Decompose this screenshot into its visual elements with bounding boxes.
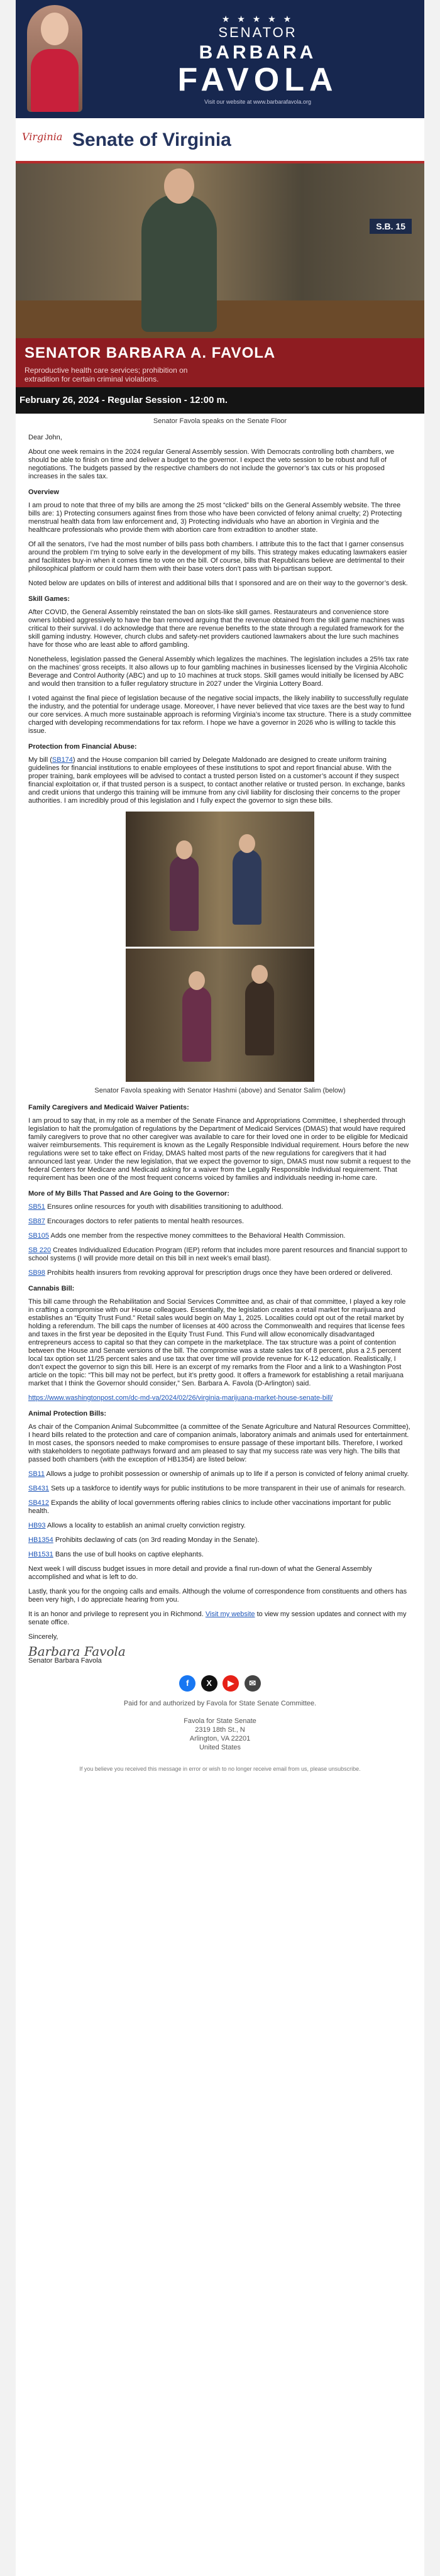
bill-item: HB1531 Bans the use of bull hooks on captive elephants. bbox=[28, 1551, 204, 1558]
closing-paragraph: Next week I will discuss budget issues in more detail and provide a final run-down of what the General Assembly accomplished and what is left to do. bbox=[28, 1565, 372, 1581]
footer-city: Arlington, VA 22201 bbox=[189, 1735, 251, 1742]
lower-third-name: SENATOR BARBARA A. FAVOLA bbox=[25, 344, 276, 361]
bill-link[interactable]: SB 220 bbox=[28, 1247, 52, 1254]
bill-link-sb174[interactable]: SB174 bbox=[52, 756, 73, 764]
washington-post-link-row bbox=[28, 1394, 412, 1402]
bill-item: HB1354 Prohibits declawing of cats (on 3rd reading Monday in the Senate). bbox=[28, 1536, 260, 1544]
financial-abuse-heading: Protection from Financial Abuse: bbox=[28, 743, 137, 751]
email-page bbox=[16, 0, 424, 2576]
bill-item: SB 220 Creates Individualized Education Program (IEP) reform that includes more parent resources and financial support to school systems (I will provide more detail on this bill in next week’s email blast). bbox=[28, 1247, 407, 1262]
stars-decoration: ★ ★ ★ ★ ★ bbox=[221, 14, 294, 24]
caregivers-paragraph: I am proud to say that, in my role as a member of the Senate Finance and Appropriations Committee, I shepherded through legislation to halt the promulgation of regulations by the Department of Medicaid Services (DMAS) that would have required family caregivers to prove that no other caregiver was available to care for their loved one in order to be eligible for Medicaid waiver reimbursements. This requirement is known as the Legally Responsible Individual requirement. Hours before the new regulations were set to take effect on Friday, DMAS halted most parts of the new regulations for caregivers that it had announced last year. Under the new legislation, that we expect the governor to sign, DMAS must now submit a request to the federal Centers for Medicare and Medicaid asking for a waiver from the Legally Responsible Individual requirement. That requirement has been one of the most frequent concerns voiced by families and individuals needing in-home care. bbox=[28, 1117, 411, 1182]
closing-paragraph: Lastly, thank you for the ongoing calls and emails. Although the volume of correspondence from constituents and others has been very high, I do appreciate hearing from you. bbox=[28, 1588, 407, 1604]
seat-sign: S.B. 15 bbox=[370, 219, 412, 234]
bill-item: SB431 Sets up a taskforce to identify ways for public institutions to be more transparent in their use of animals for research. bbox=[28, 1485, 406, 1492]
paid-for-notice: Paid for and authorized by Favola for State Senate Committee. bbox=[123, 1700, 317, 1707]
bill-link[interactable]: SB11 bbox=[28, 1470, 45, 1478]
sign-off: Sincerely, bbox=[28, 1633, 58, 1641]
bill-link[interactable]: SB98 bbox=[28, 1269, 45, 1277]
animal-protection-heading: Animal Protection Bills: bbox=[28, 1410, 107, 1417]
signature: Barbara Favola bbox=[28, 1644, 126, 1659]
facebook-icon[interactable]: f bbox=[179, 1675, 195, 1692]
senator-figure bbox=[141, 194, 217, 332]
social-links bbox=[16, 1675, 424, 1692]
banner-line-1: SENATOR bbox=[218, 25, 297, 40]
banner-url[interactable]: Visit our website at www.barbarafavola.org bbox=[204, 99, 311, 105]
senate-desk bbox=[16, 300, 424, 338]
sender-name: Senator Barbara Favola bbox=[28, 1657, 102, 1665]
overview-paragraph: I am proud to note that three of my bills are among the 25 most “clicked” bills on the General Assembly website. The three bills are: 1) Protecting consumers against fines from those who have been convicted of felony animal cruelty; 2) Protecting menstrual health data from law enforcement and, 3) Protecting individuals who have an abortion in Virginia and the healthcare professionals who provide them with abortion care from extradition to another state. bbox=[28, 502, 402, 534]
hero-photo bbox=[16, 124, 424, 414]
more-bills-heading: More of My Bills That Passed and Are Going to the Governor: bbox=[28, 1190, 229, 1197]
skill-games-heading: Skill Games: bbox=[28, 595, 70, 603]
email-icon[interactable]: ✉ bbox=[245, 1675, 261, 1692]
bill-item: SB412 Expands the ability of local governments offering rabies clinics to include other vaccinations important for public health. bbox=[28, 1499, 392, 1515]
lower-third-subtitle: Reproductive health care services; prohibition on extradition for certain criminal violations. bbox=[25, 366, 188, 383]
bill-item: SB11 Allows a judge to prohibit possession or ownership of animals up to life if a person is convicted of felony animal cruelty. bbox=[28, 1470, 409, 1478]
footer bbox=[16, 1699, 424, 1773]
cannabis-heading: Cannabis Bill: bbox=[28, 1285, 75, 1292]
bill-link[interactable]: SB51 bbox=[28, 1203, 45, 1211]
bill-item: SB105 Adds one member from the respective money committees to the Behavioral Health Commission. bbox=[28, 1232, 346, 1240]
bill-link[interactable]: HB93 bbox=[28, 1522, 46, 1529]
bill-link[interactable]: SB412 bbox=[28, 1499, 50, 1507]
overview-paragraph: Of all the senators, I’ve had the most number of bills pass both chambers. I attribute this to the fact that I garner consensus around the problem I’m trying to solve early in the development of my bills. This strategy makes educating lawmakers easier and facilitates buy-in when it comes time to vote on the bill. Of course, bills that Republicans believe are detrimental to their philosophical platform or could harm them with their base voters don’t pass with bi-partisan support. bbox=[28, 541, 407, 573]
senators-photo-pair bbox=[126, 812, 314, 1082]
photo-caption: Senator Favola speaking with Senator Hashmi (above) and Senator Salim (below) bbox=[94, 1087, 346, 1094]
hero-header-title: Senate of Virginia bbox=[72, 129, 231, 150]
financial-abuse-paragraph: My bill (SB174) and the House companion bill carried by Delegate Maldonado are designed to create uniform training guidelines for financial institutions to enable employees of these institutions to spot and report financial abuse. With the proper training, bank employees will be advised to contact a trusted person listed on a customer’s account if they suspect financial exploitation or, if that trusted person is a suspect, to contact another relative or trusted person. In exchange, banks and credit unions that undergo this training will be immune from any civil liability for disclosing their concerns to the proper authorities. I am incredibly proud of this legislation and I fully expect the governor to sign these bills. bbox=[28, 756, 405, 805]
closing-paragraph: It is an honor and privilege to represent you in Richmond. Visit my website to view my session updates and connect with my senate office. bbox=[28, 1610, 407, 1626]
visit-website-link[interactable]: Visit my website bbox=[205, 1610, 255, 1618]
skill-games-paragraph: Nonetheless, legislation passed the General Assembly which legalizes the machines. The legislation includes a 25% tax rate on the machines’ gross receipts. It also allows up to four gambling machines in businesses licensed by the Virginia Alcoholic Beverage and Control Authority (ABC) and up to 10 machines at truck stops. Skill games would initially be licensed by ABC and would then transition to a fuller regulatory structure in 2027 under the Virginia Lottery Board. bbox=[28, 656, 409, 688]
bill-link[interactable]: HB1531 bbox=[28, 1551, 53, 1558]
footer-street: 2319 18th St., N bbox=[195, 1726, 245, 1734]
bill-item: SB87 Encourages doctors to refer patients to mental health resources. bbox=[28, 1218, 245, 1225]
caregivers-heading: Family Caregivers and Medicaid Waiver Patients: bbox=[28, 1104, 189, 1111]
banner-title bbox=[104, 14, 412, 105]
animal-protection-paragraph: As chair of the Companion Animal Subcommittee (a committee of the Senate Agriculture and Natural Resources Committee), I heard bills related to the protection and care of companion animals, laboratory animals and animals used for entertainment. In most cases, the sponsors needed to make compromises to ensure passage of these important bills. Therefore, I worked with stakeholders to negotiate pathways forward and am pleased to say that my success rate was very high. The bills that passed both chambers (with the exception of HB1354) are listed below: bbox=[28, 1423, 410, 1463]
greeting: Dear John, bbox=[28, 434, 62, 441]
bill-link[interactable]: SB105 bbox=[28, 1232, 50, 1240]
header-banner bbox=[16, 0, 424, 118]
bill-link[interactable]: SB87 bbox=[28, 1218, 45, 1225]
bill-item: HB93 Allows a locality to establish an animal cruelty conviction registry. bbox=[28, 1522, 246, 1529]
session-date-bar: February 26, 2024 - Regular Session - 12:00 m. bbox=[16, 387, 424, 414]
banner-line-2: BARBARA bbox=[199, 42, 317, 63]
washington-post-link[interactable]: https://www.washingtonpost.com/dc-md-va/2024/02/26/virginia-marijuana-market-house-senate-bill/ bbox=[28, 1394, 333, 1402]
footer-country: United States bbox=[199, 1744, 241, 1751]
cannabis-paragraph: This bill came through the Rehabilitation and Social Services Committee and, as chair of that committee, I played a key role in crafting a compromise with our House colleagues. Essentially, the legislation creates a retail market for marijuana and establishes an “Equity Trust Fund.” Retail sales would begin on May 1, 2025. Localities could opt out of the retail market by holding a referendum. The bill caps the number of licenses at 400 across the Commonwealth and requires that license fees and taxes in the first year be deposited in the Equity Trust Fund. This Fund will allow economically disadvantaged entrepreneurs access to capital so that they can compete in the marketplace. The tax structure was a point of contention between the House and Senate versions of the bill. The compromise was a state sales tax of 8 percent, plus a 2.5 percent local tax option set 11/25 percent sales and use tax that over time will provide revenue for K-12 education. Realistically, I don’t expect the governor to sign this bill. Here is an excerpt of my remarks from the Floor and a link to a Washington Post article on the topic: “This bill may not be perfect, but it’s pretty good. It offers a framework for establishing a retail marijuana market that I think the Governor should consider,” Sen. Barbara A. Favola (D-Arlington) said. bbox=[28, 1298, 406, 1387]
bill-link[interactable]: SB431 bbox=[28, 1485, 50, 1492]
bill-item: SB98 Prohibits health insurers from revoking approval for prescription drugs once they have been ordered or delivered. bbox=[28, 1269, 393, 1277]
banner-line-3: FAVOLA bbox=[177, 62, 338, 98]
photo-with-hashmi bbox=[126, 812, 314, 947]
photo-caption: Senator Favola speaks on the Senate Floor bbox=[153, 417, 287, 425]
overview-paragraph: Noted below are updates on bills of interest and additional bills that I sponsored and are on their way to the governor’s desk. bbox=[28, 580, 408, 587]
overview-heading: Overview bbox=[28, 488, 59, 496]
youtube-icon[interactable]: ▶ bbox=[223, 1675, 239, 1692]
footer-org: Favola for State Senate bbox=[184, 1717, 256, 1725]
senator-portrait bbox=[27, 5, 82, 112]
hero-header-bar bbox=[16, 124, 424, 163]
email-body bbox=[16, 434, 424, 1665]
skill-games-paragraph: After COVID, the General Assembly reinstated the ban on slots-like skill games. Restaurateurs and convenience store owners lobbied aggressively to have the ban removed arguing that the revenue obtained from the skill game machines was critical to their survival. I do acknowledge that there are revenue benefits to the state through a regulated framework for the skill gaming industry. However, church clubs and safety-net providers cautioned lawmakers about the lure such machines have for those who are least able to afford gambling. bbox=[28, 608, 405, 649]
skill-games-paragraph: I voted against the final piece of legislation because of the negative social impacts, the likely inability to successfully regulate the industry, and the potential for underage usage. Moreover, I have never believed that vice taxes are the best way to fund our core services. A much more sustainable approach is reforming Virginia’s income tax structure. There is a study committee charged with developing recommendations for tax reform. I hope we have a governor in 2026 who is willing to tackle this issue. bbox=[28, 695, 412, 735]
photo-with-salim bbox=[126, 949, 314, 1082]
x-twitter-icon[interactable]: X bbox=[201, 1675, 217, 1692]
bill-link[interactable]: HB1354 bbox=[28, 1536, 53, 1544]
virginia-logo: Virginia bbox=[22, 131, 63, 143]
intro-paragraph: About one week remains in the 2024 regular General Assembly session. With Democrats controlling both chambers, we should be able to finish on time and deliver a budget to the governor. I expect the veto session to be robust and full of negotiations. The budgets passed by the respective chambers do not include the governor’s tax cuts or his proposed increases in the sales tax. bbox=[28, 448, 395, 480]
bill-item: SB51 Ensures online resources for youth with disabilities transitioning to adulthood. bbox=[28, 1203, 283, 1211]
lower-third bbox=[16, 338, 424, 387]
unsubscribe-notice[interactable]: If you believe you received this message in error or wish to no longer receive email from us, please unsubscribe. bbox=[79, 1766, 361, 1772]
